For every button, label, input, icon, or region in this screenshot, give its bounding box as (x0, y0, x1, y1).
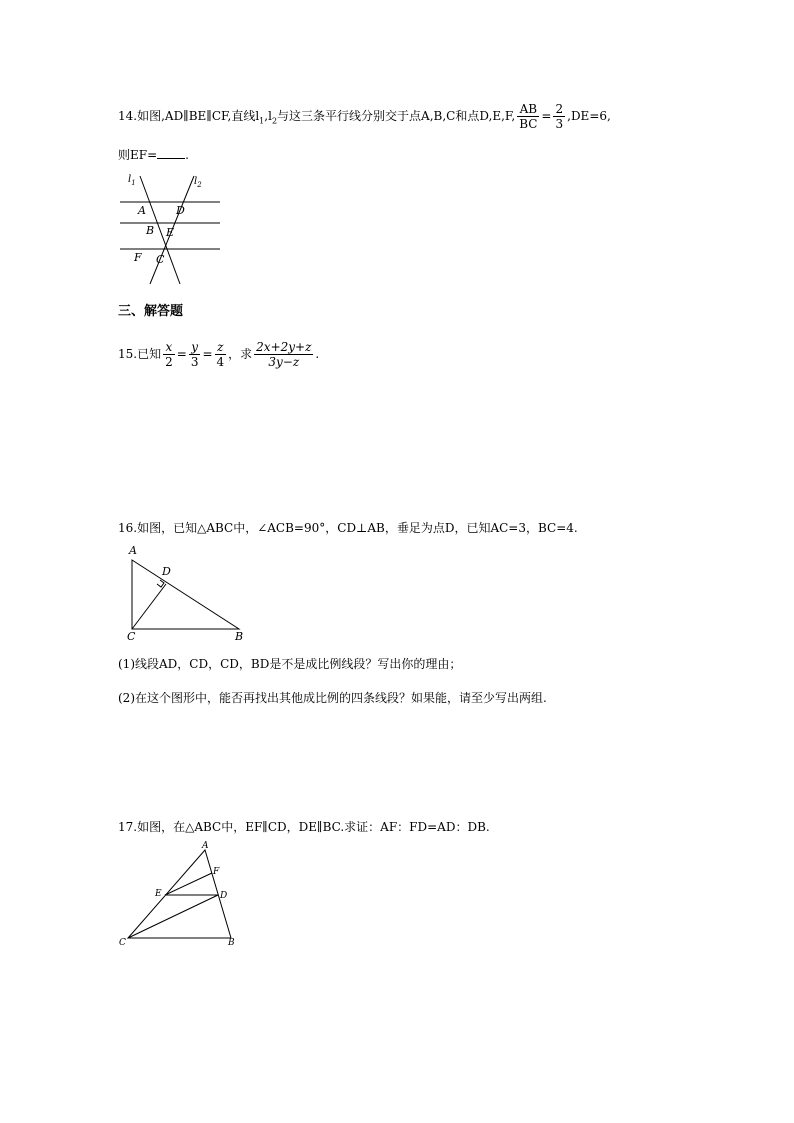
q17-label-D: D (220, 891, 228, 901)
q16-text (118, 519, 578, 536)
q17-label-C: C (119, 938, 126, 948)
q15-d3: 3 (190, 355, 199, 369)
q15-target-den: 3y−z (268, 355, 300, 369)
q15-fraction-z-4 (215, 340, 227, 369)
q14-answer-blank (157, 158, 185, 159)
q17-label-A: A (202, 841, 209, 851)
q15-number: 15. (118, 347, 138, 361)
q14-frac2-den: 3 (555, 117, 564, 131)
q15-end: . (315, 347, 320, 361)
q17-label-E: E (155, 889, 162, 899)
q15-eq2: = (202, 347, 213, 361)
q16-altitude-cd (132, 584, 166, 629)
q17-statement: 如图，在△ABC中，EF∥CD，DE∥BC.求证：AF：FD=AD：DB. (137, 820, 490, 834)
q14-label-l2: $l_2$ (194, 176, 202, 189)
q17-segment-ef (165, 873, 212, 895)
q14-number: 14. (118, 109, 138, 123)
q15-text-a: 已知 (137, 347, 162, 361)
q14-frac1-num: AB (517, 102, 539, 117)
q14-frac2-num: 2 (555, 102, 564, 116)
q14-line2 (118, 146, 189, 163)
q16-right-angle-mark (157, 580, 164, 587)
q14-label-B: B (146, 224, 155, 237)
q15-z: z (215, 340, 227, 355)
q15-x: x (163, 340, 175, 355)
q17-label-F: F (213, 867, 220, 877)
q14-line1 (118, 102, 611, 135)
q15-line (118, 336, 319, 372)
q15-fraction-y-3 (189, 340, 201, 369)
q14-label-D: D (176, 204, 185, 217)
q17-text (118, 818, 490, 835)
q14-figure (116, 170, 224, 288)
q17-label-B: B (228, 938, 235, 948)
q15-fraction-x-2 (163, 340, 175, 369)
q14-fraction-ab-bc (517, 102, 539, 131)
q14-l1: l (255, 109, 260, 123)
q14-label-A: A (138, 204, 146, 217)
q15-d2: 2 (165, 355, 173, 369)
q16-part2: (2)在这个图形中，能否再找出其他成比例的四条线段？如果能，请至少写出两组. (118, 691, 547, 705)
q15-d4: 4 (216, 355, 225, 369)
q15-y: y (189, 340, 201, 355)
q14-fraction-2-3 (553, 102, 565, 131)
q14-l2-sub: 2 (271, 116, 278, 126)
q16-figure (124, 540, 254, 644)
q14-frac1-den: BC (519, 117, 538, 131)
q14-label-E: E (166, 226, 175, 239)
q17-number: 17. (118, 820, 138, 834)
q14-text-a: 如图,AD∥BE∥CF,直线 (137, 109, 256, 123)
q14-text-c: ,DE=6, (567, 109, 611, 123)
q16-label-D: D (162, 565, 171, 578)
q15-text-b: ，求 (228, 347, 253, 361)
q17-figure (116, 838, 246, 950)
q17-triangle-abc (128, 850, 231, 938)
q16-label-B: B (235, 630, 244, 643)
q15-eq1: = (176, 347, 187, 361)
q14-text-b: 与这三条平行线分别交于点A,B,C和点D,E,F, (277, 109, 516, 123)
q14-comma: , (264, 109, 269, 123)
section-heading: 三、解答题 (118, 304, 184, 319)
q14-label-C: C (156, 253, 165, 266)
q16-triangle-abc (132, 560, 239, 629)
q14-l1-sub: 1 (259, 116, 265, 126)
q17-segment-cd (128, 895, 218, 938)
q14-equals: = (541, 109, 552, 123)
q14-line2-a: 则EF= (118, 148, 158, 162)
q16-number: 16. (118, 521, 138, 535)
q16-statement: 如图，已知△ABC中，∠ACB=90°，CD⊥AB，垂足为点D，已知AC=3，BC=4. (137, 521, 578, 535)
q15-target-fraction (254, 340, 313, 369)
q14-line2-b: . (185, 148, 189, 162)
q14-label-F: F (134, 251, 142, 264)
q15-target-num: 2x+2y+z (256, 340, 312, 354)
q16-label-C: C (127, 630, 136, 643)
q16-label-A: A (129, 544, 137, 557)
q16-part1: (1)线段AD，CD，CD，BD是不是成比例线段？写出你的理由； (118, 657, 462, 671)
q14-label-l1: $l_1$ (128, 174, 136, 187)
q14-l2: l (268, 109, 272, 123)
